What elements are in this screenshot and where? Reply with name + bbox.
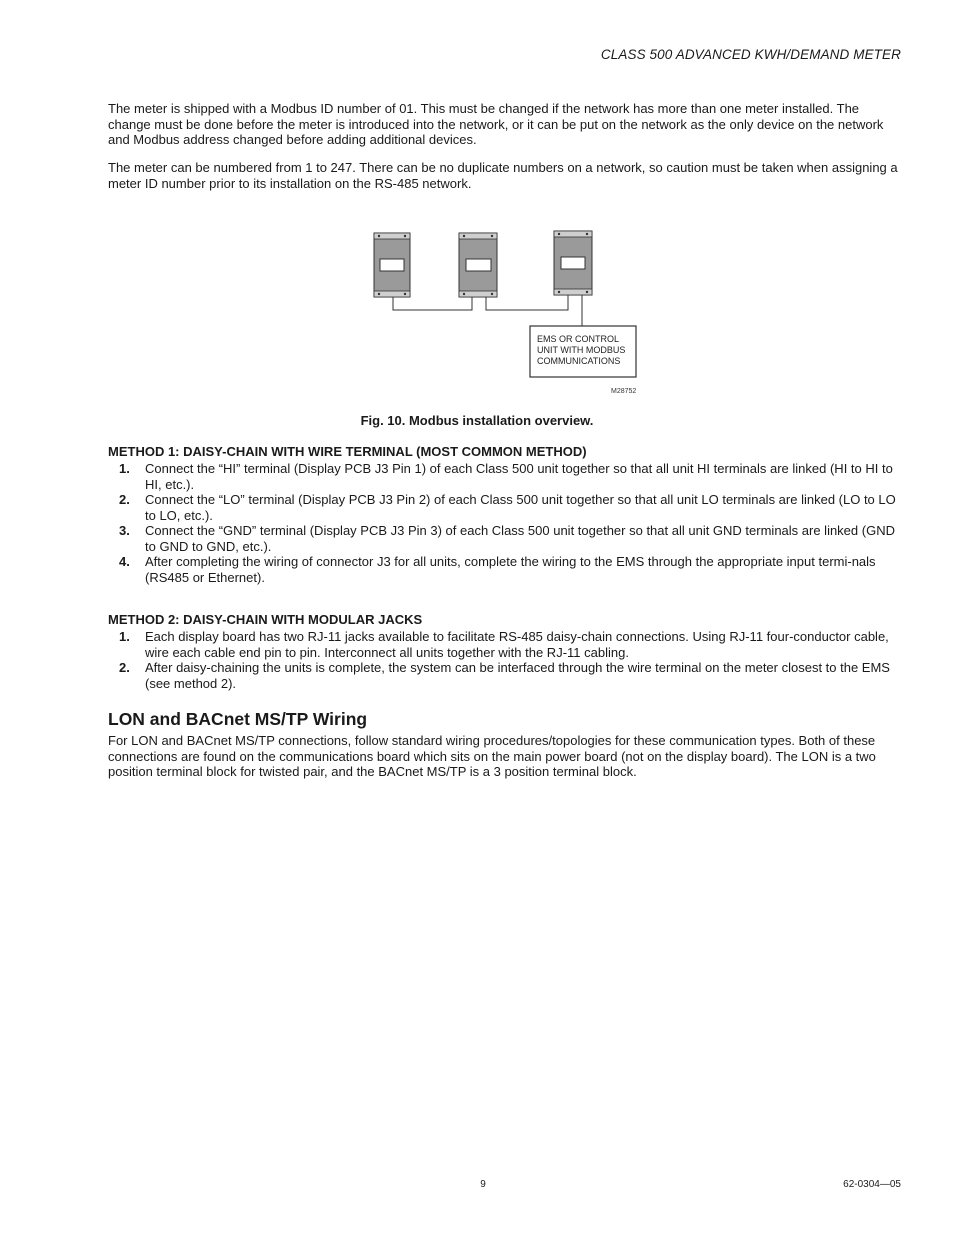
intro-paragraph-modbus-id: The meter is shipped with a Modbus ID number of 01. This must be changed if the network has more than one meter installed. The change must be done before the meter is introduced into the network, or it can be put on the network as the only device on the network and Modbus address changed before adding additional devices. <box>108 101 884 147</box>
step-text: After daisy-chaining the units is complete, the system can be interfaced through the wire terminal on the meter closest to the EMS (see method 2). <box>145 660 890 691</box>
meter-unit-2 <box>459 233 497 297</box>
ems-box-line-1: EMS OR CONTROL <box>537 334 620 344</box>
method-1-section <box>108 444 902 585</box>
daisy-chain-wiring <box>393 295 582 326</box>
figure-code: M28752 <box>611 388 637 395</box>
method-2-steps <box>108 629 902 691</box>
step-number: 2. <box>119 492 130 507</box>
method-1-steps <box>108 461 902 585</box>
list-item <box>108 492 902 523</box>
method-2-section <box>108 612 902 691</box>
modbus-diagram <box>360 225 660 400</box>
list-item <box>108 660 902 691</box>
step-text: Connect the “GND” terminal (Display PCB J3 Pin 3) of each Class 500 unit together so that all unit GND terminals are linked (GND to GND to GND, etc.). <box>145 523 895 554</box>
meter-unit-3 <box>554 231 592 295</box>
section-title-lon-bacnet: LON and BACnet MS/TP Wiring <box>108 709 368 729</box>
page-header: CLASS 500 ADVANCED KWH/DEMAND METER <box>600 47 901 62</box>
figure-caption: Fig. 10. Modbus installation overview. <box>360 413 594 428</box>
list-item <box>108 523 902 554</box>
method-1-title: METHOD 1: DAISY-CHAIN WITH WIRE TERMINAL (MOST COMMON METHOD) <box>108 444 587 459</box>
list-item <box>108 461 902 492</box>
document-number: 62-0304—05 <box>843 1179 901 1190</box>
intro-paragraph-numbering: The meter can be numbered from 1 to 247. There can be no duplicate numbers on a network, so caution must be taken when assigning a meter ID number prior to its installation on the RS-485 network. <box>108 160 898 191</box>
step-number: 2. <box>119 660 130 675</box>
step-text: After completing the wiring of connector J3 for all units, complete the wiring to the EMS through the appropriate input termi-nals (RS485 or Ethernet). <box>145 554 876 585</box>
step-number: 1. <box>119 629 130 644</box>
ems-box-line-3: COMMUNICATIONS <box>537 356 621 366</box>
page-number: 9 <box>480 1179 486 1190</box>
modbus-installation-figure <box>360 225 660 400</box>
step-number: 4. <box>119 554 130 569</box>
step-number: 1. <box>119 461 130 476</box>
list-item <box>108 629 902 660</box>
meter-unit-1 <box>374 233 410 297</box>
step-text: Connect the “HI” terminal (Display PCB J3 Pin 1) of each Class 500 unit together so that all unit HI terminals are linked (HI to HI to HI, etc.). <box>145 461 893 492</box>
step-text: Connect the “LO” terminal (Display PCB J3 Pin 2) of each Class 500 unit together so that all unit LO terminals are linked (LO to LO to LO, etc.). <box>145 492 896 523</box>
section-paragraph-lon-bacnet: For LON and BACnet MS/TP connections, follow standard wiring procedures/topologies for these communication types. Both of these connections are found on the communications board which sits on the main power board (not on the display board). The LON is a two position terminal block for twisted pair, and the BACnet MS/TP is a 3 position terminal block. <box>108 733 876 779</box>
ems-box-line-2: UNIT WITH MODBUS <box>537 345 626 355</box>
list-item <box>108 554 902 585</box>
step-text: Each display board has two RJ-11 jacks available to facilitate RS-485 daisy-chain connections. Using RJ-11 four-conductor cable, wire each cable end pin to pin. Interconnect all units together with the RJ-11 cabling. <box>145 629 889 660</box>
step-number: 3. <box>119 523 130 538</box>
method-2-title: METHOD 2: DAISY-CHAIN WITH MODULAR JACKS <box>108 612 423 627</box>
